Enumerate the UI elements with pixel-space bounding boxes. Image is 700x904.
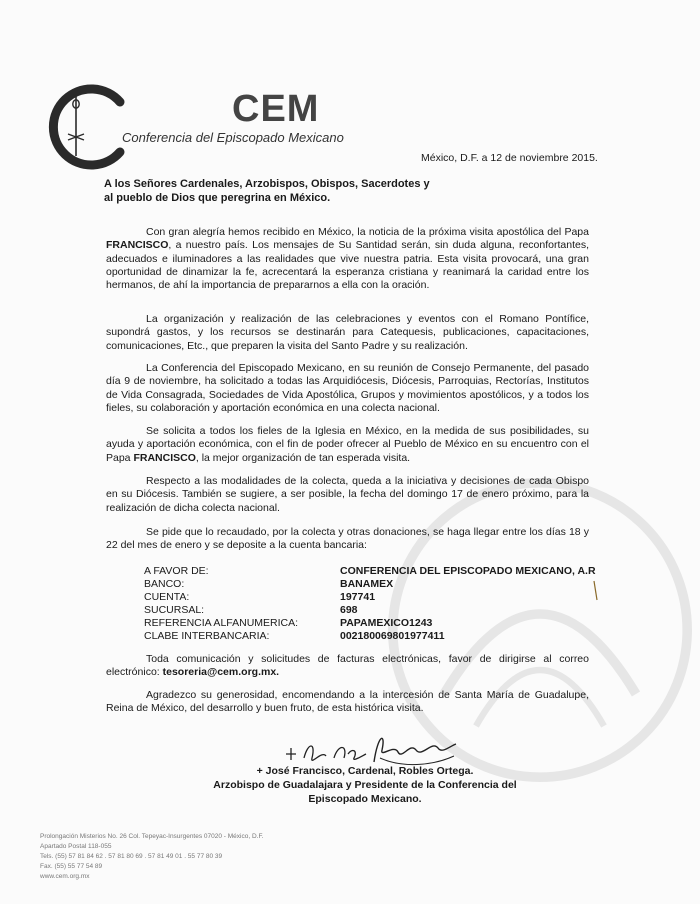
paragraph-6-text: Se pide que lo recaudado, por la colecta y otras donaciones, se haga llegar entre los días 18 y 22 del mes de enero y se deposite a la cuenta bancaria: <box>106 526 589 552</box>
paragraph-5-text: Respecto a las modalidades de la colecta, queda a la iniciativa y decisiones de cada Obispo en su Diócesis. También se sugiere, a ser posible, la fecha del domingo 17 de enero próximo, para la realización de dicha colecta nacional. <box>106 475 589 514</box>
org-name: Conferencia del Episcopado Mexicano <box>122 130 344 145</box>
footer-contact <box>40 832 264 882</box>
bank-row <box>144 617 604 630</box>
paragraph-3 <box>106 362 589 415</box>
footer-website: www.cem.org.mx <box>40 873 90 880</box>
bank-row <box>144 604 604 617</box>
signature-block <box>200 764 530 806</box>
salutation-line-2: al pueblo de Dios que peregrina en México. <box>104 192 331 204</box>
bank-value: 197741 <box>340 591 376 603</box>
pen-mark <box>592 580 600 602</box>
signatory-title-2: Episcopado Mexicano. <box>308 793 422 805</box>
pope-name: FRANCISCO <box>133 451 196 464</box>
paragraph-5 <box>106 475 589 515</box>
bank-label: BANCO: <box>144 578 185 590</box>
footer-phones: Tels. (55) 57 81 84 62 . 57 81 80 69 . 57 81 49 01 . 55 77 80 39 <box>40 853 223 860</box>
footer-fax: Fax. (55) 55 77 54 89 <box>40 863 103 870</box>
paragraph-7 <box>106 653 589 680</box>
signatory-name: + José Francisco, Cardenal, Robles Ortega. <box>256 765 474 777</box>
signatory-title-1: Arzobispo de Guadalajara y Presidente de la Conferencia del <box>213 779 517 791</box>
email-address: tesoreria@cem.org.mx. <box>162 666 280 679</box>
paragraph-4-post: , la mejor organización de tan esperada visita. <box>195 451 411 464</box>
bank-value: CONFERENCIA DEL EPISCOPADO MEXICANO, A.R <box>340 565 596 577</box>
salutation-line-1: A los Señores Cardenales, Arzobispos, Obispos, Sacerdotes y <box>104 178 430 190</box>
paragraph-1-pre: Con gran alegría hemos recibido en México, la noticia de la próxima visita apostólica del Papa <box>146 226 589 238</box>
paragraph-8 <box>106 689 589 716</box>
paragraph-3-text: La Conferencia del Episcopado Mexicano, en su reunión de Consejo Permanente, del pasado día 9 de noviembre, ha solicitado a todas las Arquidiócesis, Diócesis, Parroquias, Rectorías, Institutos de Vida Consagrada, Sociedades de Vida Apostólica, Grupos y movimientos apostólicos, y a todos los fieles, su colaboración y aportación económica en una colecta nacional. <box>106 362 589 414</box>
paragraph-4 <box>106 425 589 465</box>
bank-label: CLABE INTERBANCARIA: <box>144 630 270 642</box>
paragraph-8-text: Agradezco su generosidad, encomendando a la intercesión de Santa María de Guadalupe, Reina de México, del desarrollo y buen fruto, de esta histórica visita. <box>106 689 589 715</box>
bank-value: BANAMEX <box>340 578 394 590</box>
paragraph-1 <box>106 226 589 292</box>
bank-row <box>144 630 604 643</box>
paragraph-4-pre: Se solicita a todos los fieles de la Iglesia en México, en la medida de sus posibilidades, su ayuda y aportación económica, con el fin de poder ofrecer al Pueblo de México en su encuentro con el Papa <box>106 425 589 464</box>
bank-label: REFERENCIA ALFANUMERICA: <box>144 617 299 629</box>
org-abbrev: CEM <box>232 88 320 130</box>
bank-row <box>144 565 604 578</box>
paragraph-6 <box>106 526 589 553</box>
bank-label: A FAVOR DE: <box>144 565 209 577</box>
bank-value: 698 <box>340 604 358 616</box>
paragraph-7-pre: Toda comunicación y solicitudes de facturas electrónicas, favor de dirigirse al correo electrónico: <box>106 653 589 679</box>
bank-label: CUENTA: <box>144 591 190 603</box>
footer-address: Prolongación Misterios No. 26 Col. Tepeyac-Insurgentes 07020 - México, D.F. <box>40 833 264 840</box>
paragraph-2-text: La organización y realización de las celebraciones y eventos con el Romano Pontífice, supondrá gastos, y los recursos se destinarán para Catequesis, publicaciones, capacitaciones, comunicaciones, Etc., que preparen la visita del Santo Padre y su realización. <box>106 313 589 352</box>
bank-details <box>144 565 604 643</box>
date-line: México, D.F. a 12 de noviembre 2015. <box>421 152 598 164</box>
bank-row <box>144 578 604 591</box>
bank-value: PAPAMEXICO1243 <box>340 617 433 629</box>
cem-logo-icon <box>42 82 132 172</box>
paragraph-2 <box>106 313 589 353</box>
salutation <box>104 177 464 205</box>
bank-row <box>144 591 604 604</box>
bank-label: SUCURSAL: <box>144 604 205 616</box>
footer-po-box: Apartado Postal 118-055 <box>40 843 112 850</box>
pope-name: FRANCISCO <box>106 239 169 252</box>
bank-value: 002180069801977411 <box>340 630 445 642</box>
paragraph-1-post: , a nuestro país. Los mensajes de Su Santidad serán, sin duda alguna, reconfortantes, adecuados e iluminadores a las realidades que vive nuestra patria. Esta visita provocará, una gran oportunidad de dinamizar la fe, acrecentará la esperanza cristiana y reanimará la caridad entre los hermanos, de ahí la importancia de prepararnos a ella con la oración. <box>106 239 589 292</box>
